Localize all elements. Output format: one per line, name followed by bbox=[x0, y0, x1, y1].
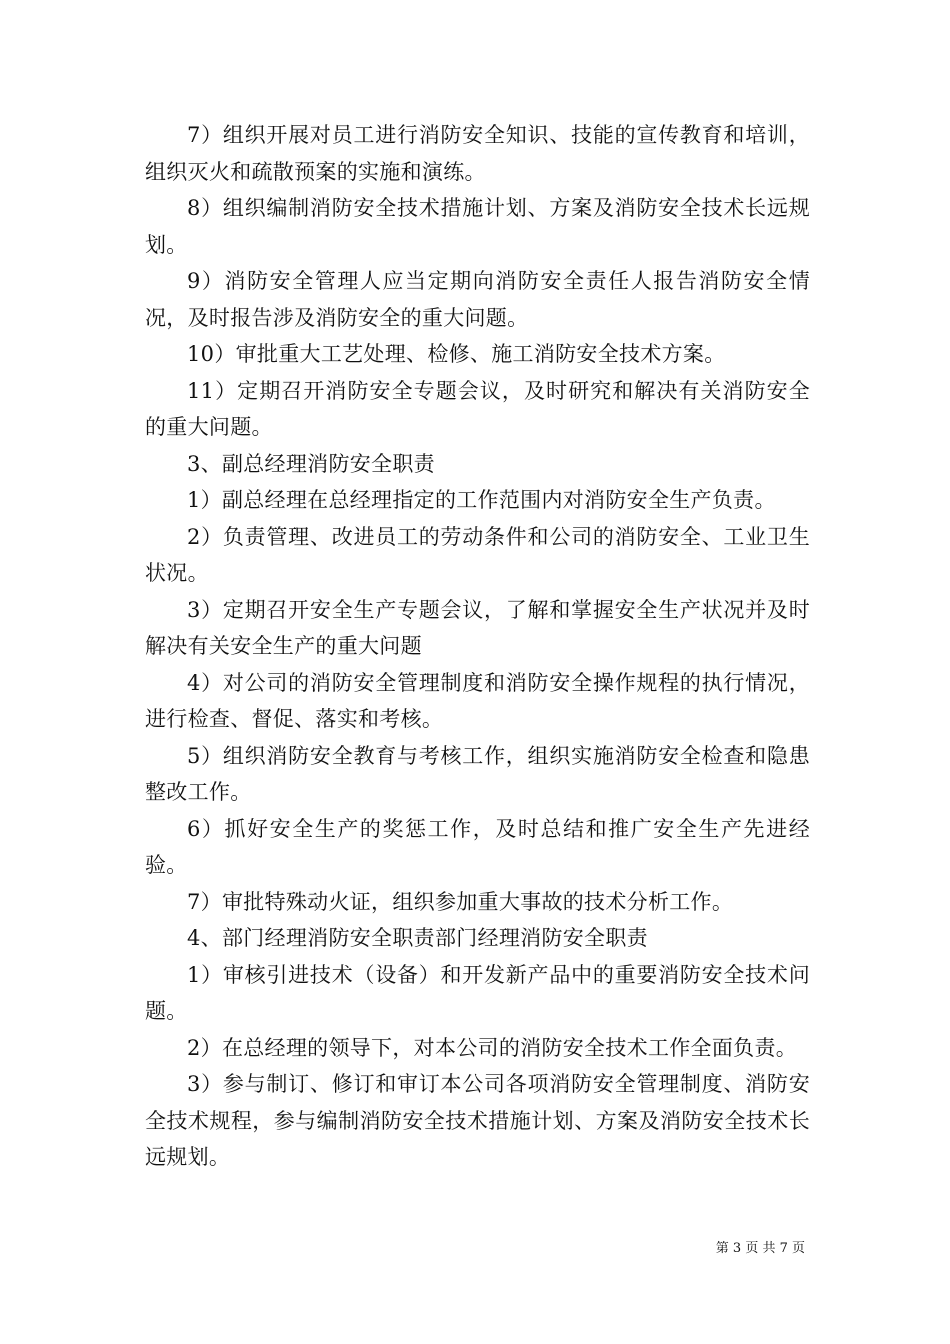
paragraph: 8）组织编制消防安全技术措施计划、方案及消防安全技术长远规划。 bbox=[145, 196, 810, 257]
paragraph: 2）负责管理、改进员工的劳动条件和公司的消防安全、工业卫生状况。 bbox=[145, 524, 810, 585]
paragraph: 9）消防安全管理人应当定期向消防安全责任人报告消防安全情况，及时报告涉及消防安全的重大问题。 bbox=[145, 269, 810, 330]
paragraph: 7）审批特殊动火证，组织参加重大事故的技术分析工作。 bbox=[187, 889, 734, 914]
document-body bbox=[145, 117, 810, 1176]
paragraph: 7）组织开展对员工进行消防安全知识、技能的宣传教育和培训，组织灭火和疏散预案的实施和演练。 bbox=[145, 123, 810, 184]
paragraph: 11）定期召开消防安全专题会议，及时研究和解决有关消防安全的重大问题。 bbox=[145, 378, 810, 439]
paragraph: 10）审批重大工艺处理、检修、施工消防安全技术方案。 bbox=[187, 342, 726, 366]
section-heading: 3、副总经理消防安全职责 bbox=[187, 451, 435, 476]
paragraph: 4）对公司的消防安全管理制度和消防安全操作规程的执行情况，进行检查、督促、落实和考核。 bbox=[145, 670, 810, 731]
paragraph: 5）组织消防安全教育与考核工作，组织实施消防安全检查和隐患整改工作。 bbox=[145, 743, 810, 804]
paragraph: 2）在总经理的领导下，对本公司的消防安全技术工作全面负责。 bbox=[187, 1035, 798, 1060]
paragraph: 3）定期召开安全生产专题会议，了解和掌握安全生产状况并及时解决有关安全生产的重大问题 bbox=[145, 597, 810, 658]
paragraph: 6）抓好安全生产的奖惩工作，及时总结和推广安全生产先进经验。 bbox=[145, 816, 810, 877]
page-number-footer: 第 3 页 共 7 页 bbox=[715, 1241, 805, 1256]
paragraph: 1）审核引进技术（设备）和开发新产品中的重要消防安全技术问题。 bbox=[145, 962, 810, 1023]
paragraph: 1）副总经理在总经理指定的工作范围内对消防安全生产负责。 bbox=[187, 488, 776, 512]
paragraph: 3）参与制订、修订和审订本公司各项消防安全管理制度、消防安全技术规程，参与编制消防安全技术措施计划、方案及消防安全技术长远规划。 bbox=[145, 1072, 810, 1169]
section-heading: 4、部门经理消防安全职责部门经理消防安全职责 bbox=[187, 926, 648, 950]
